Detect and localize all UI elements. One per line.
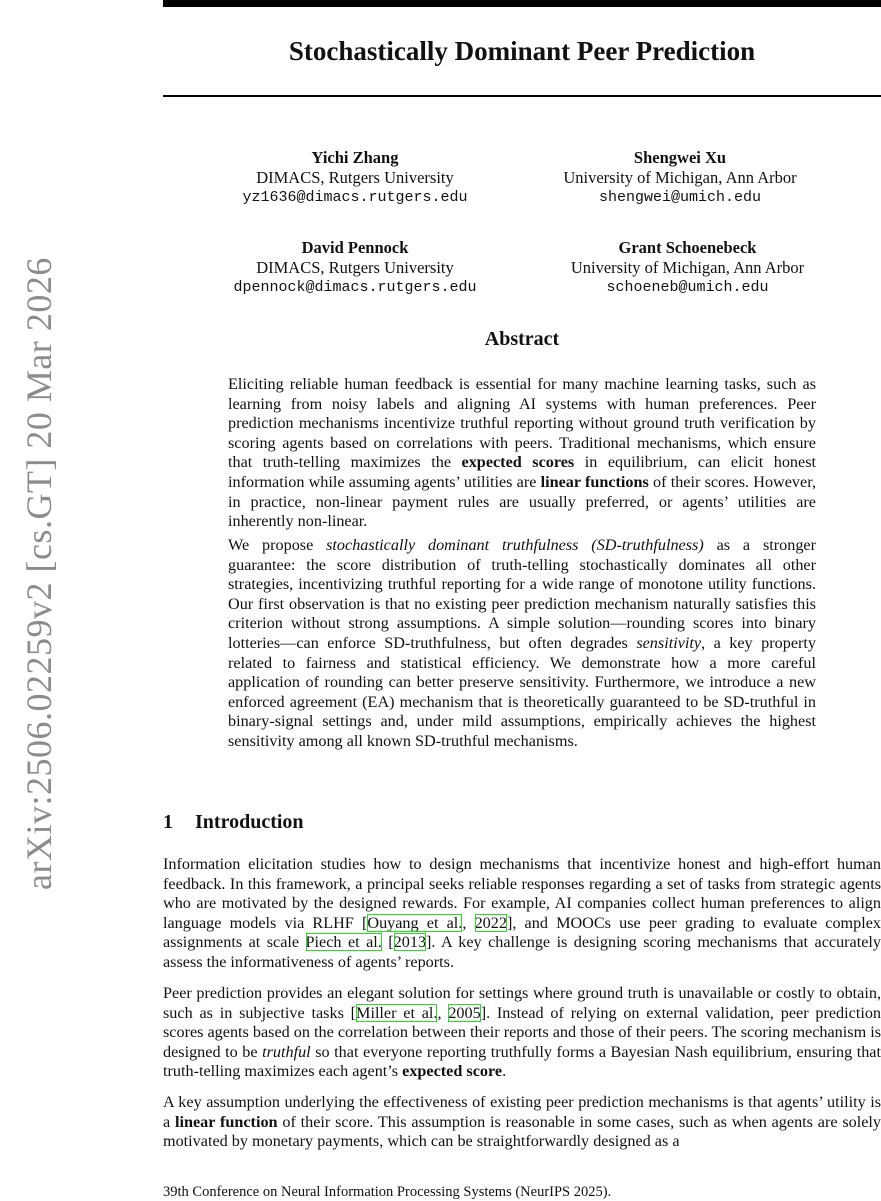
emphasis: sensitivity [636, 633, 702, 652]
author-block [525, 148, 835, 208]
author-email[interactable]: schoeneb@umich.edu [606, 279, 769, 296]
author-name: Yichi Zhang [311, 148, 399, 167]
conference-footer: 39th Conference on Neural Information Processing Systems (NeurIPS 2025). [163, 1184, 612, 1200]
emphasis: expected score [402, 1062, 503, 1081]
author-affiliation: University of Michigan, Ann Arbor [570, 258, 805, 277]
intro-paragraph-1: Information elicitation studies how to design mechanisms that incentivize honest and high-effort human feedback. In this framework, a principal seeks reliable responses regarding a set of tasks from strategic agents who are motivated by the designed rewards. For example, AI companies collect human preferences to align language models via RLHF [Ouyang et al., 2022], and MOOCs use peer grading to evaluate complex assignments at scale Piech et al. [2013]. A key challenge is designing scoring mechanisms that accurately assess the informativeness of agents’ reports. [163, 855, 881, 971]
intro-paragraph-2: Peer prediction provides an elegant solution for settings where ground truth is unavailable or costly to obtain, such as in subjective tasks [Miller et al., 2005]. Instead of relying on external validation, peer prediction scores agents based on the correlation between their reports and those of their peers. The scoring mechanism is designed to be truthful so that everyone reporting truthfully forms a Bayesian Nash equilibrium, ensuring that truth-telling maximizes each agent’s expected score. [163, 984, 881, 1081]
emphasis: linear function [175, 1112, 278, 1131]
section-number: 1 [163, 811, 173, 833]
author-affiliation: DIMACS, Rutgers University [256, 258, 454, 277]
citation-link[interactable]: 2013 [393, 933, 427, 952]
abstract-paragraph-2: We propose stochastically dominant truthfulness (SD-truthfulness) as a stronger guarantee: the score distribution of truth-telling stochastically dominates all other strategies, incentivizing truthful reporting for a wide range of monotone utility functions. Our first observation is that no existing peer prediction mechanism naturally satisfies this criterion without strong assumptions. A simple solution—rounding scores into binary lotteries—can enforce SD-truthfulness, but often degrades sensitivity, a key property related to fairness and statistical efficiency. We demonstrate how a more careful application of rounding can better preserve sensitivity. Furthermore, we introduce a new enforced agreement (EA) mechanism that is theoretically guaranteed to be SD-truthful in binary-signal settings and, under mild assumptions, empirically achieves the highest sensitivity among all known SD-truthful mechanisms. [228, 536, 816, 750]
author-block [200, 148, 510, 208]
citation-link[interactable]: 2022 [474, 913, 507, 932]
author-affiliation: University of Michigan, Ann Arbor [563, 168, 797, 187]
author-block [525, 238, 850, 298]
citation-link[interactable]: Piech et al. [305, 933, 382, 952]
arxiv-identifier: arXiv:2506.02259v2 [cs.GT] 20 Mar 2026 [19, 257, 59, 890]
emphasis: stochastically dominant truthfulness (SD-truthfulness) [326, 536, 704, 554]
emphasis: expected scores [461, 453, 575, 472]
citation-link[interactable]: 2005 [448, 1003, 481, 1022]
title-rule-top [163, 0, 881, 7]
author-affiliation: DIMACS, Rutgers University [256, 168, 454, 187]
author-email[interactable]: shengwei@umich.edu [598, 189, 762, 206]
intro-paragraph-3: A key assumption underlying the effectiveness of existing peer prediction mechanisms is that agents’ utility is a linear function of their score. This assumption is reasonable in some cases, such as when agents are solely motivated by monetary payments, which can be straightforwardly designed as a [163, 1093, 881, 1151]
citation-link[interactable]: Ouyang et al. [367, 913, 463, 932]
section-heading-introduction [163, 809, 304, 835]
abstract-heading: Abstract [484, 328, 560, 350]
emphasis: linear functions [540, 472, 649, 491]
emphasis: truthful [262, 1042, 311, 1061]
author-name: David Pennock [301, 238, 409, 257]
section-title: Introduction [195, 811, 304, 833]
author-email[interactable]: yz1636@dimacs.rutgers.edu [242, 189, 468, 206]
abstract-paragraph-1: Eliciting reliable human feedback is essential for many machine learning tasks, such as learning from noisy labels and aligning AI systems with human preferences. Peer prediction mechanisms incentivize truthful reporting without ground truth verification by scoring agents based on correlations with peers. Traditional mechanisms, which ensure that truth-telling maximizes the expected scores in equilibrium, can elicit honest information while assuming agents’ utilities are linear functions of their scores. However, in practice, non-linear payment rules are usually preferred, or agents’ utilities are inherently non-linear. [228, 375, 817, 531]
author-email[interactable]: dpennock@dimacs.rutgers.edu [233, 279, 477, 296]
title-rule-bottom [163, 95, 881, 97]
author-name: Grant Schoenebeck [618, 238, 757, 257]
citation-link[interactable]: Miller et al. [356, 1003, 438, 1022]
author-name: Shengwei Xu [633, 148, 727, 167]
author-block [200, 238, 510, 298]
paper-title: Stochastically Dominant Peer Prediction [288, 36, 756, 66]
